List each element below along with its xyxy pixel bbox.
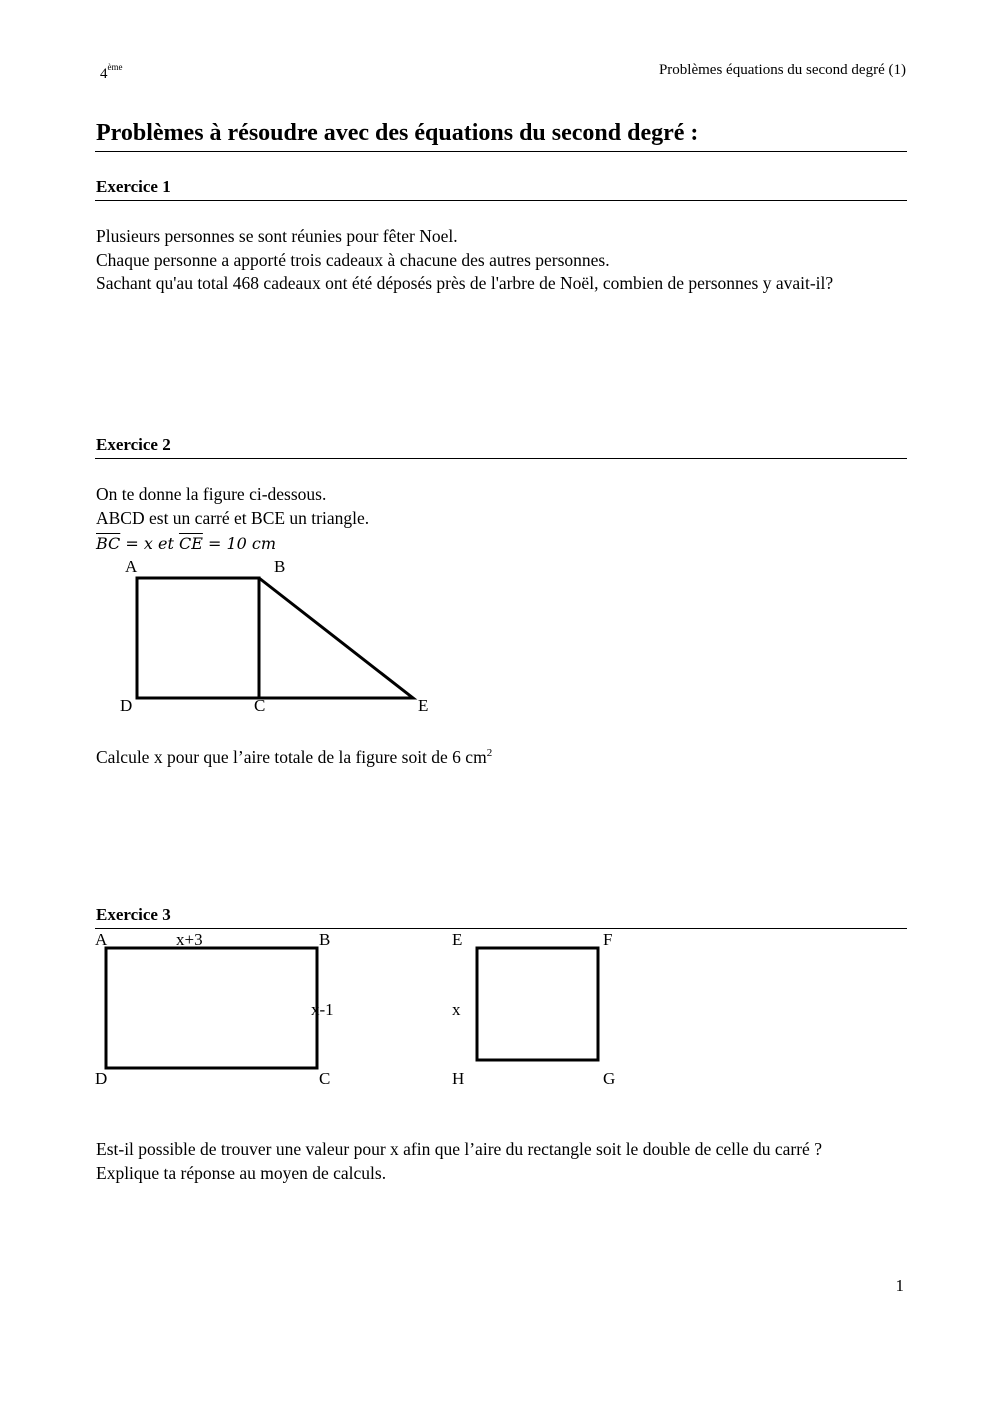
exercise1-line: Chaque personne a apporté trois cadeaux à chacune des autres personnes. [96,249,610,270]
rectangle-abcd [106,948,317,1068]
exercise1-heading: Exercice 1 [96,177,171,196]
exercise2-formula: $\overline{BC} = x$ et $\overline{CE} = 10$ cm [96,534,277,553]
fig2-label-d: D [120,696,133,715]
fig3-label-a: A [95,930,108,949]
fig3-label-h: H [452,1069,465,1088]
fig3-label-x: x [452,1000,461,1019]
square-abcd [137,578,259,698]
fig3-label-c: C [319,1069,331,1088]
fig3-label-g: G [603,1069,616,1088]
exercise1-line: Plusieurs personnes se sont réunies pour fêter Noel. [96,226,458,246]
fig2-label-b: B [274,557,286,576]
page-number: 1 [895,1276,904,1295]
exercise2-line: On te donne la figure ci-dessous. [96,484,327,504]
exercise2-text [96,483,896,556]
exercise2-question: Calcule x pour que l’aire totale de la figure soit de 6 $cm^2$ [96,746,493,767]
header-subject: Problèmes équations du second degré (1) [658,62,906,78]
fig3-label-top: x+3 [176,930,203,949]
exercise2-rule [95,458,907,459]
square-efgh [477,948,598,1060]
page-title: Problèmes à résoudre avec des équations du second degré : [96,120,699,146]
fig3-label-f: F [603,930,613,949]
title-rule [95,151,907,152]
triangle-bce [259,578,413,698]
exercise1-rule [95,200,907,201]
exercise2-line: ABCD est un carré et BCE un triangle. [96,507,370,528]
fig2-label-e: E [418,696,429,715]
fig2-label-a: A [125,557,138,576]
header-level: 4ème [100,62,123,82]
exercise3-rule [95,928,907,929]
exercise2-heading: Exercice 2 [96,435,171,454]
exercise3-heading: Exercice 3 [96,905,171,924]
fig3-label-e: E [452,930,463,949]
fig3-label-side: x-1 [311,1000,334,1019]
exercise1-line: Sachant qu'au total 468 cadeaux ont été déposés près de l'arbre de Noël, combien de personnes y avait-il? [96,273,834,293]
fig3-label-b: B [319,930,331,949]
fig3-label-d: D [95,1069,108,1088]
exercise3-question: Est-il possible de trouver une valeur pour x afin que l’aire du rectangle soit le double de celle du carré ? Explique ta réponse au moyen de calculs. [96,1139,822,1183]
fig2-label-c: C [254,696,266,715]
exercise1-text [96,225,896,296]
